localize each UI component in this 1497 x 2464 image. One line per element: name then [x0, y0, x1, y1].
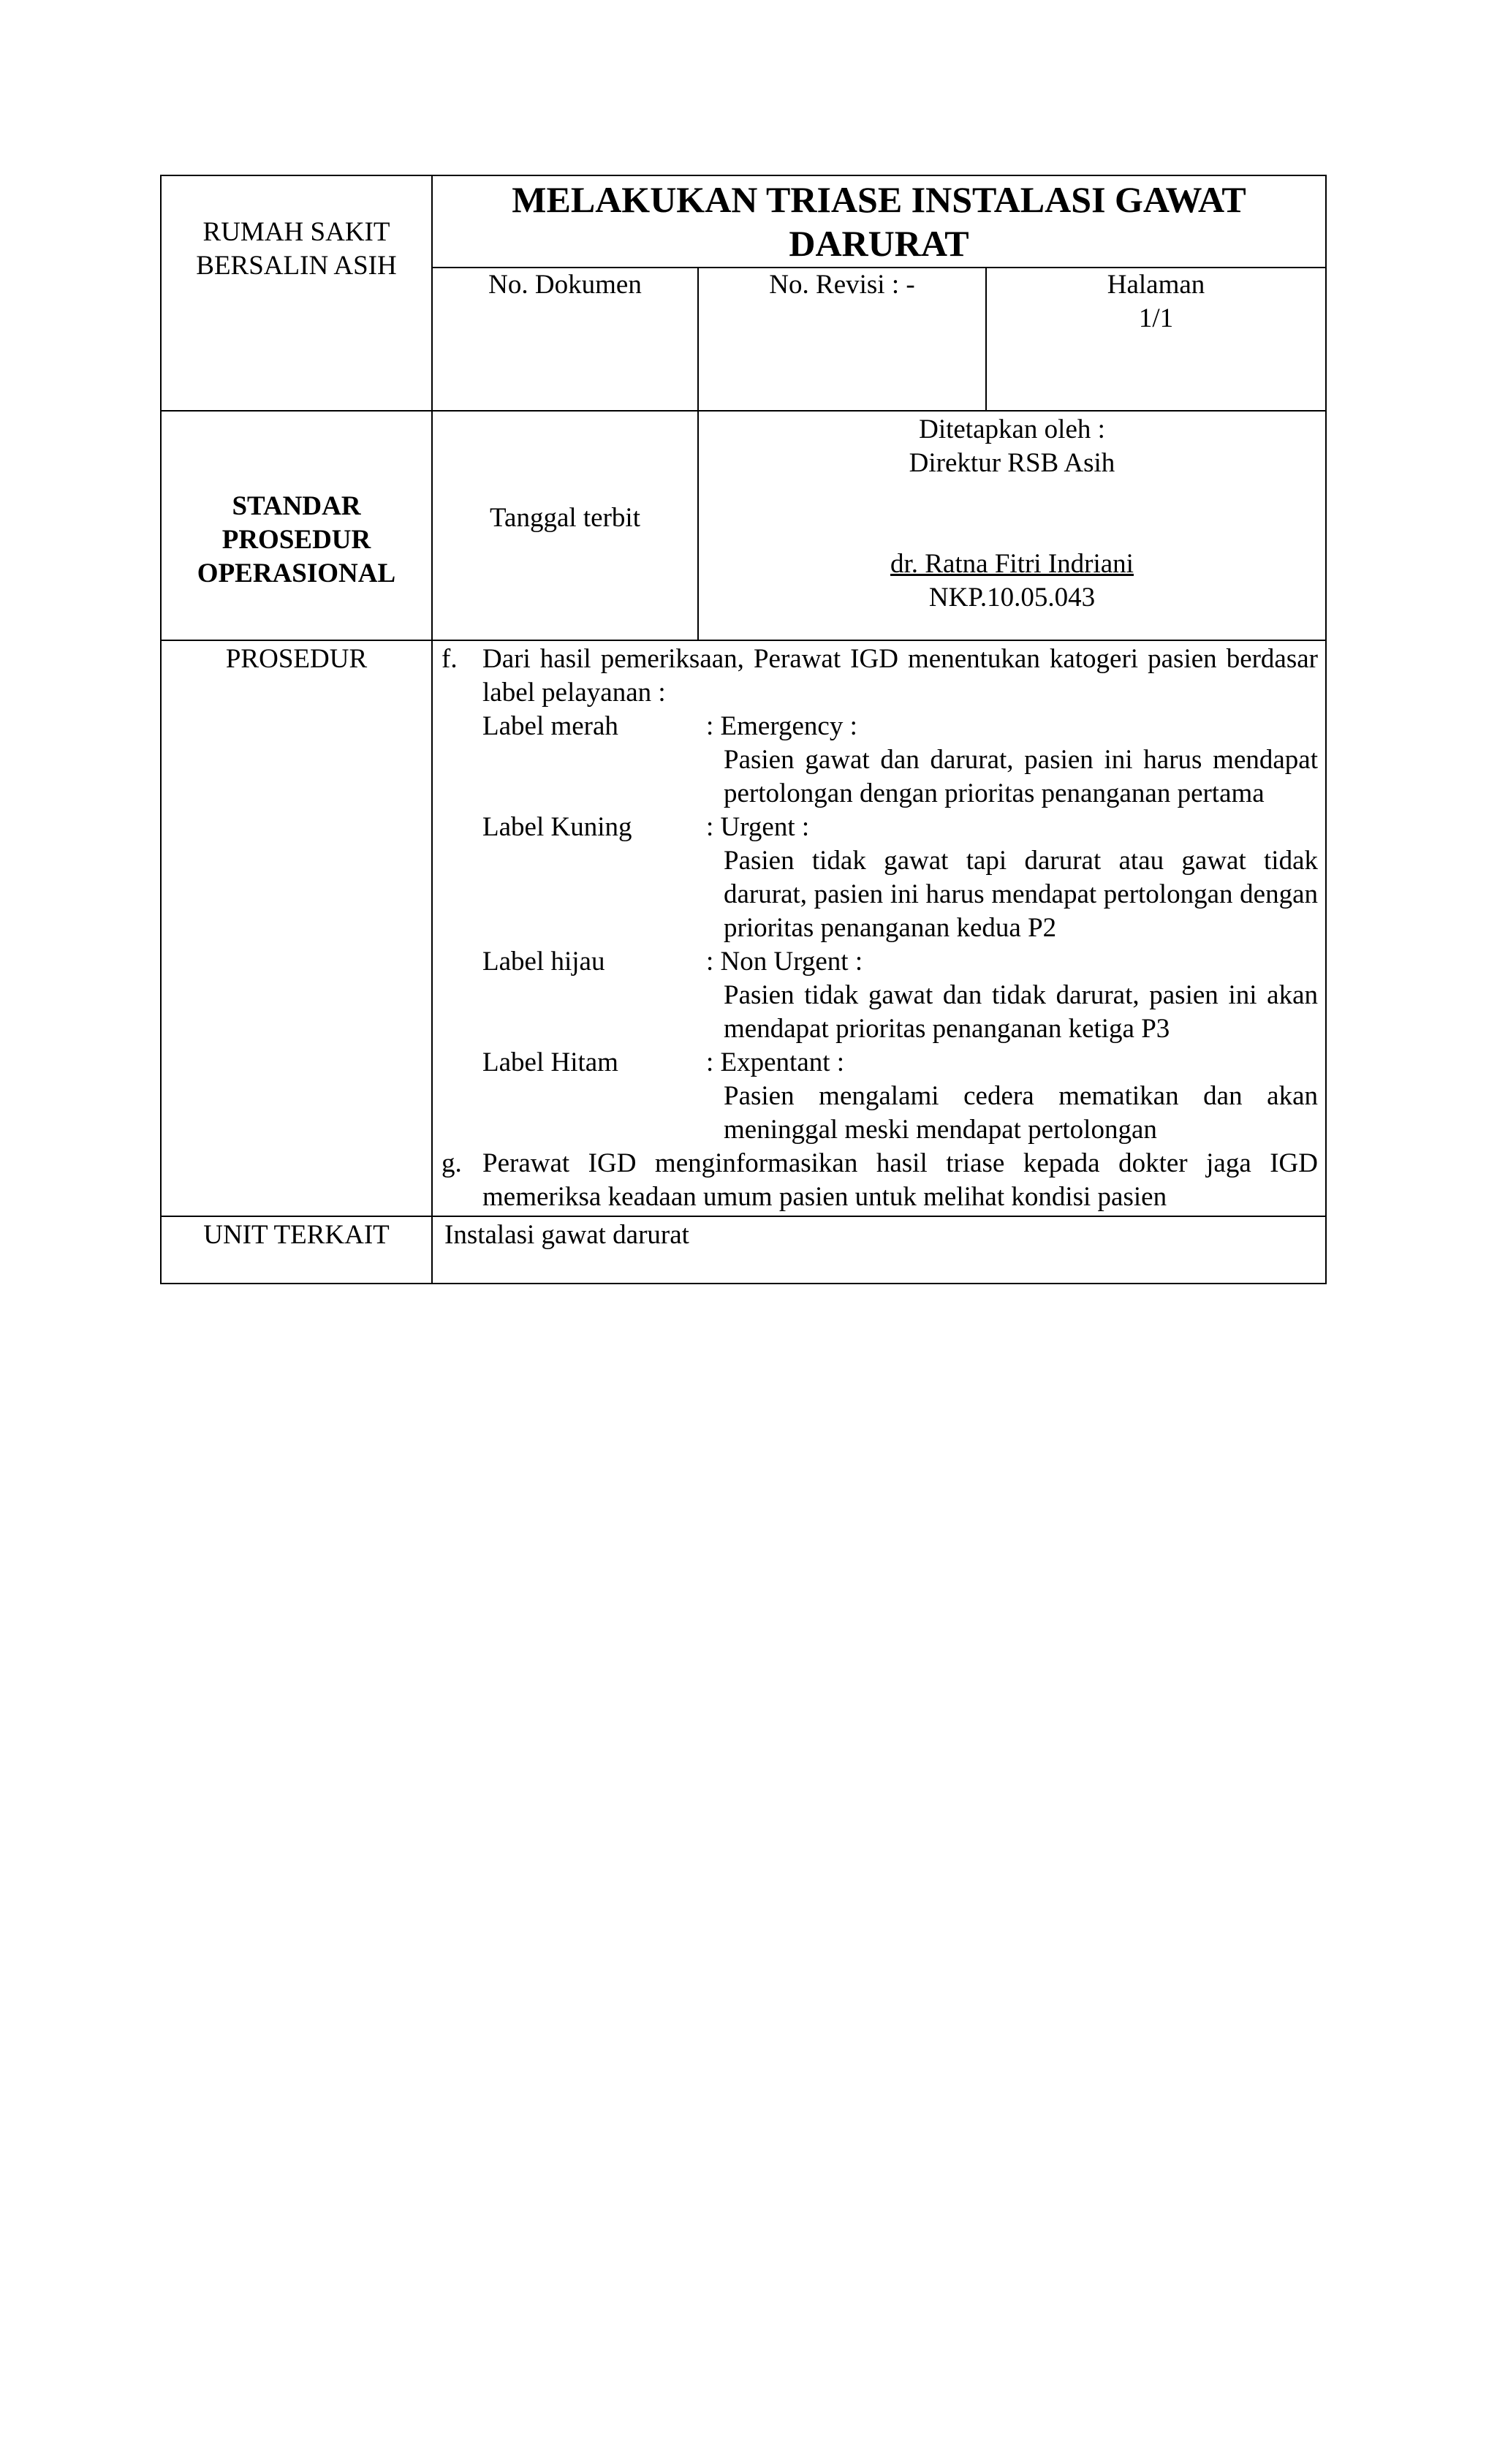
revision-label: No. Revisi : - — [769, 270, 915, 300]
document-title-line2: DARURAT — [789, 223, 969, 264]
hospital-name-line1: RUMAH SAKIT — [202, 217, 390, 247]
item-marker: f. — [441, 644, 458, 674]
approver-name: dr. Ratna Fitri Indriani — [890, 549, 1134, 579]
triage-label-category: : Urgent : — [706, 812, 810, 842]
document-title-line1: MELAKUKAN TRIASE INSTALASI GAWAT — [512, 179, 1246, 220]
triage-label-name: Label Kuning — [482, 812, 632, 842]
procedure-item-g — [441, 1147, 1318, 1214]
item-marker: g. — [441, 1148, 462, 1178]
approval-cell — [698, 411, 1326, 640]
page-value: 1/1 — [1138, 303, 1174, 333]
document-number-label: No. Dokumen — [488, 270, 642, 300]
triage-label-category: : Non Urgent : — [706, 947, 863, 977]
issue-date-label: Tanggal terbit — [490, 503, 640, 533]
item-text: Perawat IGD menginformasikan hasil triase kepada dokter jaga IGD memeriksa keadaan umum pasien untuk melihat kondisi pasien — [482, 1148, 1318, 1212]
triage-label-red — [482, 710, 1318, 811]
hospital-name-cell — [161, 175, 432, 411]
procedure-item-f — [441, 642, 1318, 1147]
triage-label-category: : Expentant : — [706, 1047, 845, 1077]
sop-name-line2: PROSEDUR — [221, 525, 371, 555]
approved-by-label: Ditetapkan oleh : — [919, 414, 1105, 444]
sop-table — [160, 175, 1327, 1284]
procedure-row — [161, 640, 1326, 1216]
triage-label-description: Pasien mengalami cedera mematikan dan akan meninggal meski mendapat pertolongan — [724, 1081, 1318, 1145]
revision-cell — [698, 268, 986, 411]
sop-name-cell — [161, 411, 432, 640]
hospital-name-line2: BERSALIN ASIH — [196, 251, 397, 281]
item-text: Dari hasil pemeriksaan, Perawat IGD menentukan katogeri pasien berdasar label pelayanan : — [482, 644, 1318, 708]
header-title-row — [161, 175, 1326, 268]
item-body — [482, 642, 1318, 1147]
sop-approval-row — [161, 411, 1326, 640]
page-label: Halaman — [1107, 270, 1205, 300]
approver-id: NKP.10.05.043 — [928, 583, 1096, 613]
related-unit-row — [161, 1216, 1326, 1284]
sop-name-line1: STANDAR — [232, 491, 361, 521]
sop-name-line3: OPERASIONAL — [197, 558, 396, 588]
related-unit-label-cell — [161, 1216, 432, 1284]
procedure-label-cell — [161, 640, 432, 1216]
signature-space — [699, 480, 1325, 547]
page-number-cell — [986, 268, 1326, 411]
triage-label-name: Label Hitam — [482, 1047, 618, 1077]
triage-label-description: Pasien tidak gawat dan tidak darurat, pasien ini akan mendapat prioritas penanganan ketiga P3 — [724, 980, 1318, 1044]
procedure-label: PROSEDUR — [225, 644, 368, 674]
triage-label-category: : Emergency : — [706, 711, 857, 741]
triage-label-black — [482, 1046, 1318, 1147]
triage-label-name: Label merah — [482, 711, 618, 741]
procedure-content-cell — [432, 640, 1326, 1216]
triage-label-yellow — [482, 811, 1318, 945]
triage-label-description: Pasien tidak gawat tapi darurat atau gawat tidak darurat, pasien ini harus mendapat pertolongan dengan prioritas penanganan kedua P2 — [724, 846, 1318, 943]
related-unit-value: Instalasi gawat darurat — [444, 1220, 689, 1250]
triage-label-description: Pasien gawat dan darurat, pasien ini harus mendapat pertolongan dengan prioritas penanganan pertama — [724, 745, 1318, 808]
issue-date-cell — [432, 411, 698, 640]
triage-label-green — [482, 945, 1318, 1046]
document-number-cell — [432, 268, 698, 411]
related-unit-label: UNIT TERKAIT — [203, 1220, 390, 1250]
document-title-cell — [432, 175, 1326, 268]
related-unit-value-cell — [432, 1216, 1326, 1284]
approver-title: Direktur RSB Asih — [909, 448, 1115, 478]
triage-label-name: Label hijau — [482, 947, 605, 977]
